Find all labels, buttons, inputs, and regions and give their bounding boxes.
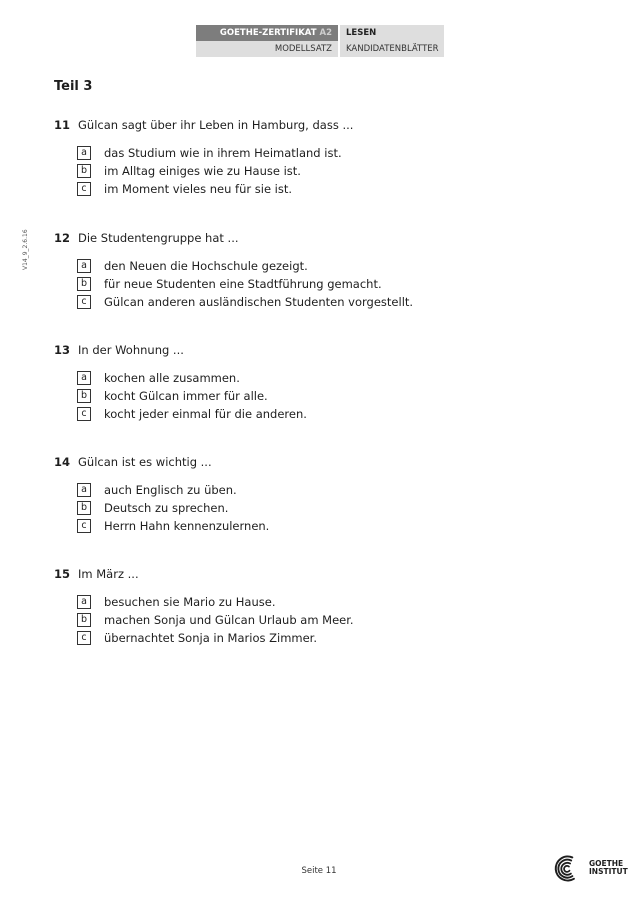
option-text: kochen alle zusammen. [104,371,240,385]
question-block [54,342,594,423]
answer-checkbox[interactable]: c [77,295,91,309]
answer-option[interactable] [54,499,594,517]
question-number: 11 [54,118,71,132]
question-number: 14 [54,455,71,469]
question-block [54,117,594,198]
option-text: Gülcan anderen ausländischen Studenten vorgestellt. [104,295,414,309]
answer-checkbox[interactable]: b [77,501,91,515]
option-text: kocht Gülcan immer für alle. [104,389,268,403]
goethe-logo-icon [552,852,586,884]
answer-checkbox[interactable]: c [77,407,91,421]
answer-option[interactable] [54,387,594,405]
answer-checkbox[interactable]: b [77,164,91,178]
answer-checkbox[interactable]: c [77,182,91,196]
answer-option[interactable] [54,517,594,535]
exam-title-cell [196,25,338,41]
answer-option[interactable] [54,275,594,293]
section-cell: LESEN [340,25,444,41]
option-text: besuchen sie Mario zu Hause. [104,595,276,609]
option-text: im Moment vieles neu für sie ist. [104,182,293,196]
answer-checkbox[interactable]: b [77,613,91,627]
option-text: kocht jeder einmal für die anderen. [104,407,307,421]
answer-checkbox[interactable]: c [77,519,91,533]
option-text: übernachtet Sonja in Marios Zimmer. [104,631,318,645]
question-text: Im März ... [78,567,139,581]
option-text: machen Sonja und Gülcan Urlaub am Meer. [104,613,354,627]
answer-option[interactable] [54,481,594,499]
answer-checkbox[interactable]: a [77,259,91,273]
option-text: den Neuen die Hochschule gezeigt. [104,259,308,273]
option-text: für neue Studenten eine Stadtführung gemacht. [104,277,382,291]
exam-level: A2 [319,28,332,38]
answer-option[interactable] [54,593,594,611]
logo-text-line1: GOETHE [589,859,624,868]
answer-checkbox[interactable]: a [77,595,91,609]
question-number: 12 [54,231,71,245]
version-label: V14_9_2.6.16 [22,229,29,270]
option-text: das Studium wie in ihrem Heimatland ist. [104,146,342,160]
answer-checkbox[interactable]: b [77,277,91,291]
exam-header [196,25,444,57]
logo-text-line2: INSTITUT [589,867,628,876]
option-text: auch Englisch zu üben. [104,483,237,497]
answer-option[interactable] [54,293,594,311]
answer-option[interactable] [54,629,594,647]
answer-checkbox[interactable]: a [77,371,91,385]
option-text: Deutsch zu sprechen. [104,501,229,515]
question-text: Gülcan sagt über ihr Leben in Hamburg, dass ... [78,118,354,132]
question-number: 13 [54,343,71,357]
answer-option[interactable] [54,369,594,387]
question-block [54,454,594,535]
answer-option[interactable] [54,144,594,162]
question-text: Die Studentengruppe hat ... [78,231,239,245]
answer-checkbox[interactable]: c [77,631,91,645]
question-block [54,230,594,311]
answer-option[interactable] [54,162,594,180]
section-title: Teil 3 [54,79,93,94]
answer-option[interactable] [54,257,594,275]
question-number: 15 [54,567,71,581]
answer-checkbox[interactable]: a [77,146,91,160]
page-number: Seite 11 [301,866,337,876]
question-block [54,566,594,647]
answer-checkbox[interactable]: a [77,483,91,497]
option-text: Herrn Hahn kennenzulernen. [104,519,270,533]
exam-name: GOETHE-ZERTIFIKAT [219,28,317,38]
answer-option[interactable] [54,405,594,423]
set-cell: MODELLSATZ [196,41,338,57]
question-text: In der Wohnung ... [78,343,184,357]
answer-option[interactable] [54,611,594,629]
question-text: Gülcan ist es wichtig ... [78,455,212,469]
answer-option[interactable] [54,180,594,198]
sheet-cell: KANDIDATENBLÄTTER [340,41,444,57]
answer-checkbox[interactable]: b [77,389,91,403]
option-text: im Alltag einiges wie zu Hause ist. [104,164,301,178]
goethe-logo [552,852,628,884]
